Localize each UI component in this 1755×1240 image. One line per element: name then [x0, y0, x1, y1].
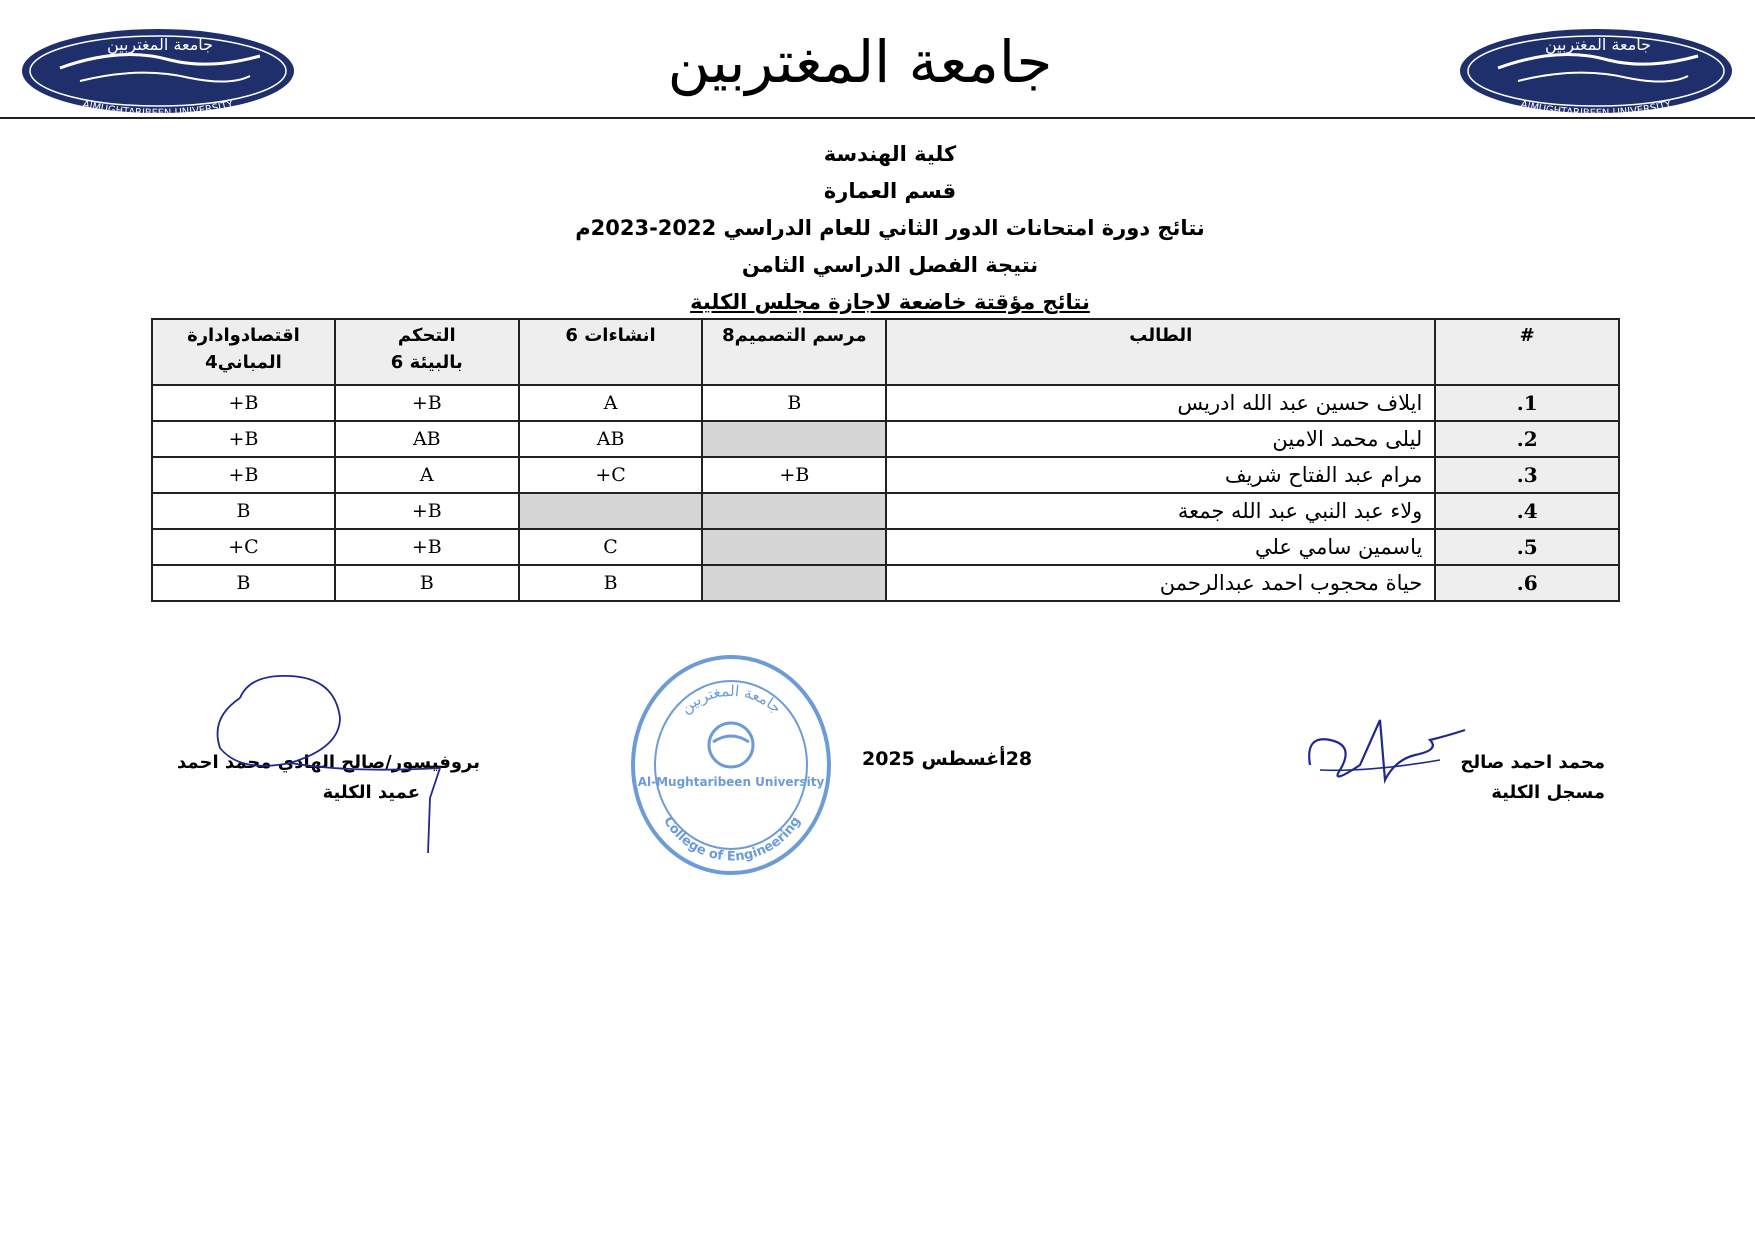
- stamp-college-text: College of Engineering: [660, 814, 804, 865]
- header-student: الطالب: [886, 319, 1435, 385]
- header-environmental-control: التحكم بالبيئة 6: [335, 319, 519, 385]
- grade-cell: C+: [152, 529, 335, 565]
- university-title: جامعة المغتربين: [667, 28, 1053, 96]
- grade-cell: AB: [519, 421, 703, 457]
- grade-cell: B+: [152, 385, 335, 421]
- table-row: [152, 493, 1619, 529]
- document-headings: [500, 136, 1280, 321]
- grade-cell: B+: [335, 385, 519, 421]
- semester-heading: نتيجة الفصل الدراسي الثامن: [741, 253, 1039, 277]
- table-row: [152, 385, 1619, 421]
- grade-cell: B+: [152, 457, 335, 493]
- grade-cell: B+: [702, 457, 886, 493]
- row-number: 1.: [1435, 385, 1619, 421]
- grade-cell: B+: [335, 529, 519, 565]
- dean-title: عميد الكلية: [322, 782, 420, 803]
- header-construction: انشاءات 6: [519, 319, 703, 385]
- grade-cell-empty: [702, 529, 886, 565]
- row-number: 4.: [1435, 493, 1619, 529]
- student-name: ليلى محمد الامين: [886, 421, 1435, 457]
- stamp-university-text: Al-Mughtaribeen University: [637, 775, 825, 789]
- grade-cell: B: [702, 385, 886, 421]
- grade-cell: B: [152, 565, 335, 601]
- student-name: ياسمين سامي علي: [886, 529, 1435, 565]
- table-row: [152, 565, 1619, 601]
- header-building-economics: اقتصادوادارة المباني4: [152, 319, 335, 385]
- header-design-studio: مرسم التصميم8: [702, 319, 886, 385]
- logo-arabic-text: جامعة المغتربين: [106, 35, 214, 54]
- registrar-name: محمد احمد صالح: [1460, 752, 1605, 773]
- logo-arabic-text: جامعة المغتربين: [1544, 35, 1652, 54]
- student-name: مرام عبد الفتاح شريف: [886, 457, 1435, 493]
- grade-cell: A: [519, 385, 703, 421]
- university-logo-right: [1458, 26, 1734, 116]
- row-number: 2.: [1435, 421, 1619, 457]
- grade-cell: A: [335, 457, 519, 493]
- student-name: ايلاف حسين عبد الله ادريس: [886, 385, 1435, 421]
- grade-cell-empty: [519, 493, 703, 529]
- grade-cell-empty: [702, 493, 886, 529]
- grade-cell-empty: [702, 421, 886, 457]
- grade-cell: B+: [152, 421, 335, 457]
- college-stamp-icon: [628, 650, 834, 880]
- table-row: [152, 457, 1619, 493]
- table-row: [152, 529, 1619, 565]
- header-number: #: [1435, 319, 1619, 385]
- document-date: 28أغسطس 2025: [862, 748, 1033, 770]
- grade-cell: AB: [335, 421, 519, 457]
- grade-cell: C+: [519, 457, 703, 493]
- exam-title: نتائج دورة امتحانات الدور الثاني للعام الدراسي 2022-2023م: [575, 216, 1205, 240]
- department-heading: قسم العمارة: [823, 179, 957, 203]
- logo-english-text: AlMUGHTARIBEEN UNIVERSITY: [81, 99, 235, 116]
- grade-cell-empty: [702, 565, 886, 601]
- grade-cell: B+: [335, 493, 519, 529]
- row-number: 5.: [1435, 529, 1619, 565]
- grade-cell: C: [519, 529, 703, 565]
- grade-cell: B: [335, 565, 519, 601]
- provisional-note: نتائج مؤقتة خاضعة لاجازة مجلس الكلية: [690, 290, 1090, 314]
- stamp-arabic-text: جامعة المغتربين: [676, 681, 786, 718]
- registrar-title: مسجل الكلية: [1491, 782, 1605, 803]
- header-divider: [0, 117, 1755, 119]
- dean-signature-icon: [200, 668, 480, 858]
- svg-text:جامعة المغتربين: [677, 682, 785, 717]
- row-number: 6.: [1435, 565, 1619, 601]
- grade-cell: B: [519, 565, 703, 601]
- table-row: [152, 421, 1619, 457]
- results-table: [151, 318, 1620, 602]
- university-logo-left: [20, 26, 296, 116]
- table-header-row: [152, 319, 1619, 385]
- logo-english-text: AlMUGHTARIBEEN UNIVERSITY: [1519, 99, 1673, 116]
- faculty-heading: كلية الهندسة: [823, 142, 957, 166]
- grade-cell: B: [152, 493, 335, 529]
- registrar-signature-icon: [1300, 710, 1470, 790]
- student-name: ولاء عبد النبي عبد الله جمعة: [886, 493, 1435, 529]
- row-number: 3.: [1435, 457, 1619, 493]
- student-name: حياة محجوب احمد عبدالرحمن: [886, 565, 1435, 601]
- dean-name: بروفيسور/صالح الهادي محمد احمد: [177, 752, 480, 773]
